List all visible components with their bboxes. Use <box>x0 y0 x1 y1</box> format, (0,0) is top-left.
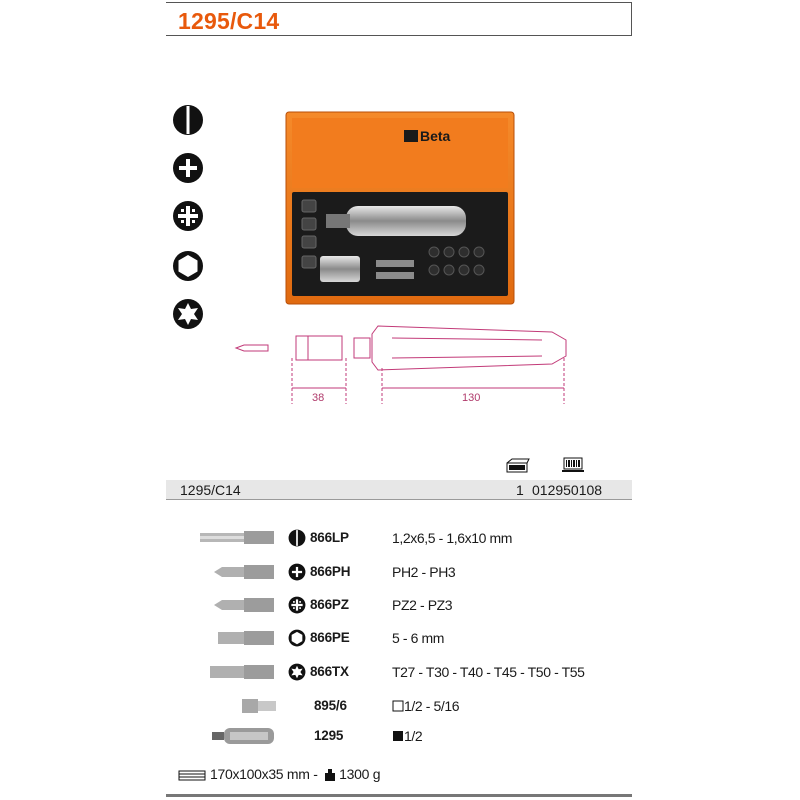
page-title: 1295/C14 <box>178 8 280 34</box>
pozidriv-icon <box>288 596 306 614</box>
hex-bit-image <box>190 624 285 652</box>
component-model: 866PH <box>310 564 351 579</box>
component-row <box>190 658 630 686</box>
component-sizes: PZ2 - PZ3 <box>392 597 453 613</box>
component-sizes: 1/2 - 5/16 <box>392 698 459 714</box>
svg-text:Beta: Beta <box>420 128 451 144</box>
case-icon <box>506 458 530 474</box>
component-sizes: T27 - T30 - T40 - T45 - T50 - T55 <box>392 664 585 680</box>
component-sizes: 1/2 <box>392 728 422 744</box>
torx-icon <box>288 663 306 681</box>
component-sizes: PH2 - PH3 <box>392 564 456 580</box>
component-model: 866PZ <box>310 597 349 612</box>
slotted-icon <box>288 529 306 547</box>
component-model: 866LP <box>310 530 349 545</box>
component-sizes: 1,2x6,5 - 1,6x10 mm <box>392 530 513 546</box>
impact-driver-image <box>190 722 285 750</box>
bottom-rule <box>166 794 632 797</box>
box-dimensions-icon <box>178 768 208 782</box>
product-code-bar <box>166 480 632 500</box>
dimension-handle: 130 <box>462 392 481 404</box>
phillips-icon <box>288 563 306 581</box>
pozidriv-bit-image <box>190 591 285 619</box>
product-code: 1295/C14 <box>180 482 241 498</box>
component-row <box>190 558 630 586</box>
component-row <box>190 692 630 720</box>
technical-drawing <box>232 318 572 408</box>
package-weight: 1300 g <box>339 766 381 782</box>
component-model: 866PE <box>310 630 350 645</box>
slotted-icon <box>172 104 204 136</box>
package-specs <box>178 766 380 782</box>
weight-icon <box>323 768 337 782</box>
ean-code: 012950108 <box>532 482 603 498</box>
component-model: 1295 <box>314 728 344 743</box>
phillips-bit-image <box>190 558 285 586</box>
component-row <box>190 591 630 619</box>
component-sizes: 5 - 6 mm <box>392 630 445 646</box>
package-quantity: 1 <box>516 482 524 498</box>
hex-icon <box>172 250 204 282</box>
barcode-icon <box>562 457 584 473</box>
pozidriv-icon <box>172 200 204 232</box>
beta-logo <box>404 128 451 144</box>
dimension-bit: 38 <box>312 392 325 404</box>
phillips-icon <box>172 152 204 184</box>
component-row <box>190 524 630 552</box>
packaging-icons <box>504 456 594 476</box>
adaptor-image <box>190 692 285 720</box>
square-drive-icon <box>392 730 404 742</box>
component-model: 866TX <box>310 664 349 679</box>
hex-icon <box>288 629 306 647</box>
product-photo <box>284 110 516 306</box>
slotted-bit-image <box>190 524 285 552</box>
component-row <box>190 624 630 652</box>
component-model: 895/6 <box>314 698 347 713</box>
torx-icon <box>172 298 204 330</box>
package-dimensions: 170x100x35 mm - <box>210 766 318 782</box>
title-bar <box>166 2 632 36</box>
square-drive-outline-icon <box>392 700 404 712</box>
component-row <box>190 722 630 750</box>
torx-bit-image <box>190 658 285 686</box>
